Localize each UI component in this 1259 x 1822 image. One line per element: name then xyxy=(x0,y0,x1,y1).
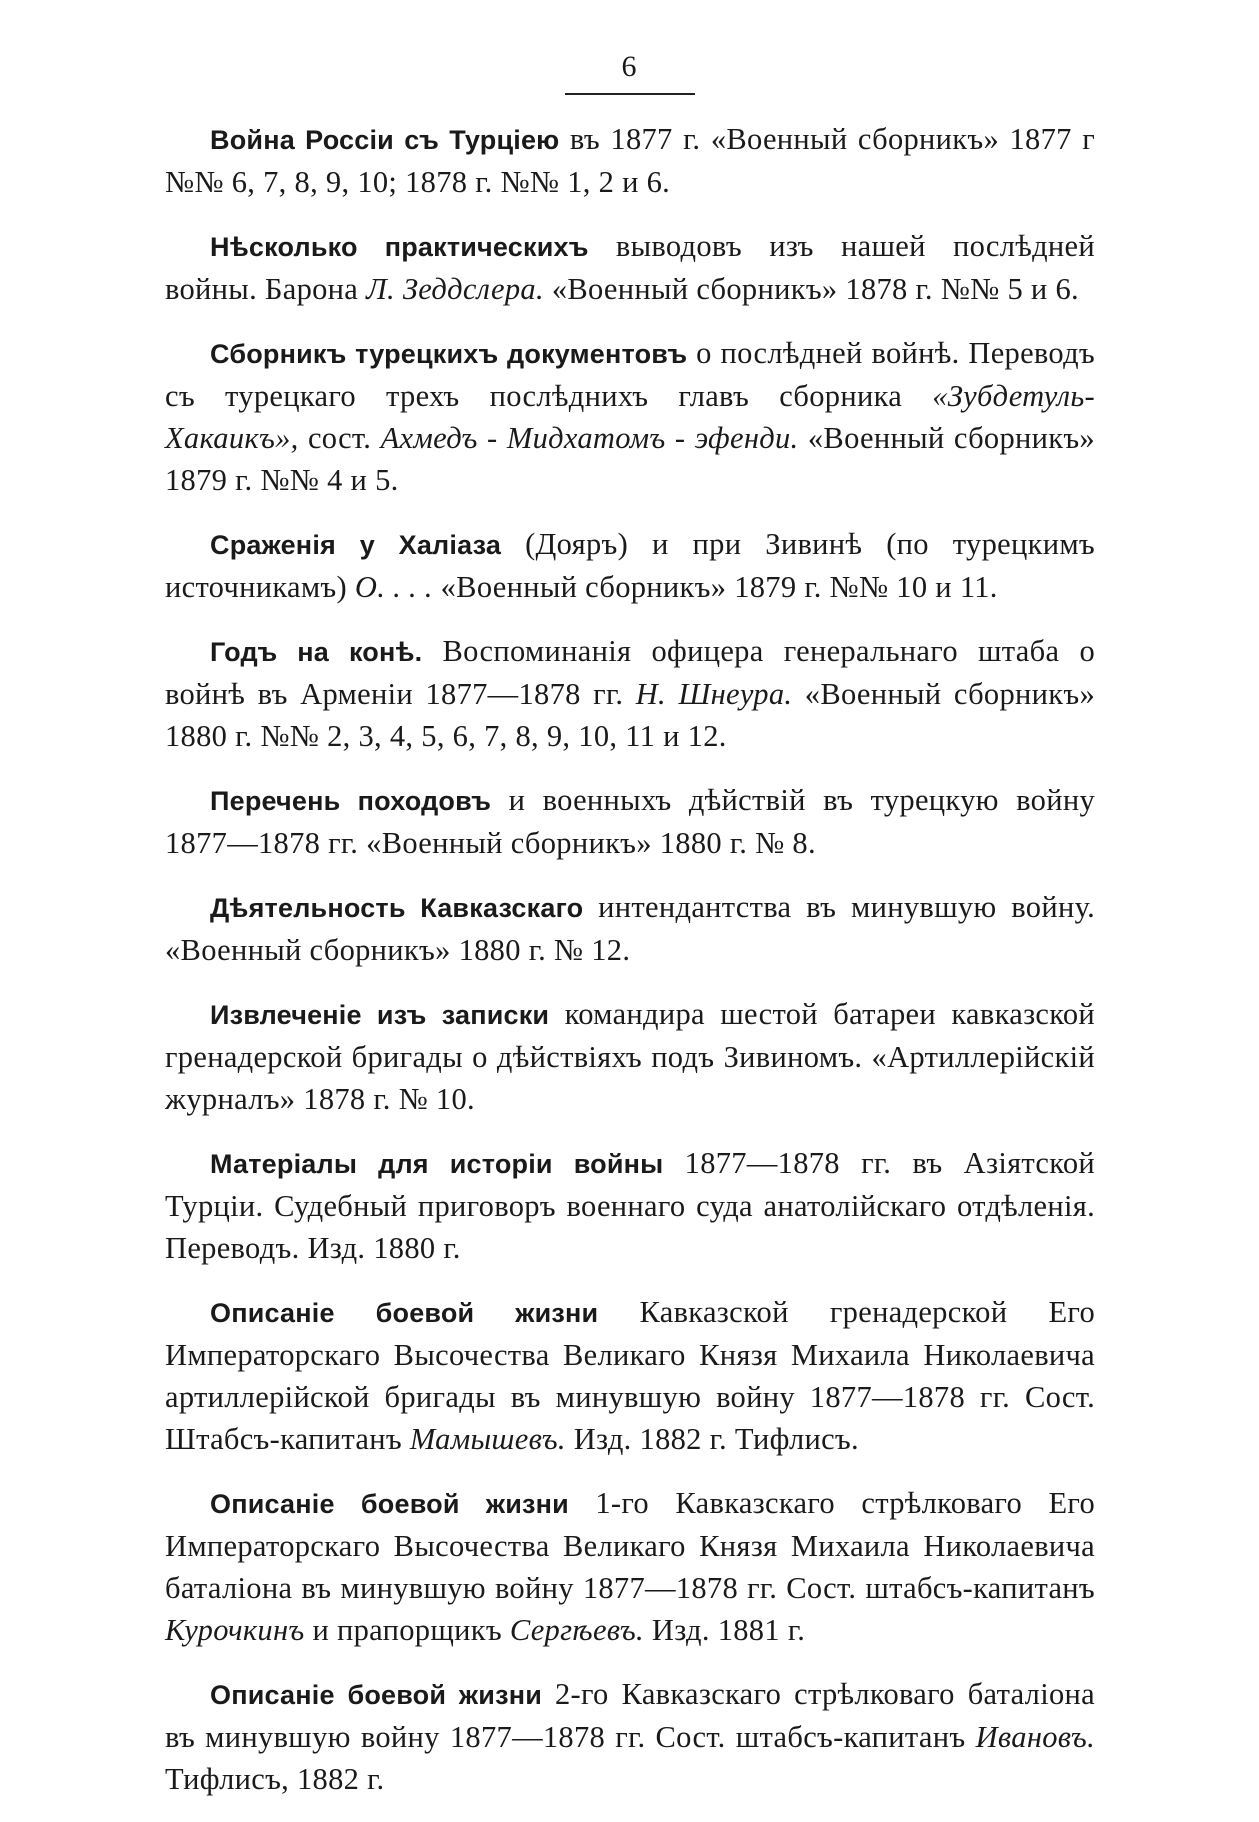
entry-text: 1-го Кавказскаго стрѣлковаго Его Императорскаго Высочества Великаго Князя Михаила Николаевича баталіона въ минувшую войну 1877—1878 гг. Сост. штабсъ-капитанъ xyxy=(165,1486,1095,1605)
entry-text: Изд. 1881 г. xyxy=(643,1613,806,1647)
entry-text: «Военный сборникъ» 1879 г. №№ 10 и 11. xyxy=(432,570,998,604)
entry-text: въ 1877 г. «Военный сборникъ» 1877 г №№ 6, 7, 8, 9, 10; 1878 г. №№ 1, 2 и 6. xyxy=(165,122,1095,199)
entry-title: Извлеченіе изъ записки xyxy=(210,1000,550,1030)
entry-author: Мамышевъ. xyxy=(409,1422,566,1456)
bibliography-entry xyxy=(165,523,1095,608)
bibliography-entry xyxy=(165,886,1095,971)
entry-text: о послѣдней войнѣ. Переводъ съ турецкаго трехъ послѣднихъ главъ сборника xyxy=(165,336,1095,413)
bibliography-entry xyxy=(165,1142,1095,1269)
entry-text: Кавказской гренадерской Его Императорскаго Высочества Великаго Князя Михаила Николаевича артиллерійской бригады въ минувшую войну 1877—1878 гг. Сост. Штабсъ-капитанъ xyxy=(165,1295,1096,1456)
entry-title: Сборникъ турецкихъ документовъ xyxy=(210,339,688,369)
bibliography-entry xyxy=(165,1673,1095,1800)
entry-text: 2-го Кавказскаго стрѣлковаго баталіона въ минувшую войну 1877—1878 гг. Сост. штабсъ-капитанъ xyxy=(165,1677,1095,1754)
bibliography-entry xyxy=(165,225,1095,310)
bibliography-entry xyxy=(165,1291,1095,1460)
bibliography-entry xyxy=(165,118,1095,203)
entry-text: интендантства въ минувшую войну. «Военный сборникъ» 1880 г. № 12. xyxy=(165,890,1096,967)
bibliography-list xyxy=(165,118,1095,1822)
bibliography-entry xyxy=(165,630,1095,757)
entry-title: Описаніе боевой жизни xyxy=(210,1489,569,1519)
entry-text: и военныхъ дѣйствій въ турецкую войну 1877—1878 гг. «Военный сборникъ» 1880 г. № 8. xyxy=(165,783,1096,860)
entry-text: «Военный сборникъ» 1880 г. №№ 2, 3, 4, 5, 6, 7, 8, 9, 10, 11 и 12. xyxy=(165,677,1095,753)
entry-author: Сергѣевъ. xyxy=(509,1613,644,1647)
entry-title: Матеріалы для исторіи войны xyxy=(210,1149,664,1179)
entry-text: «Военный сборникъ» 1879 г. №№ 4 и 5. xyxy=(165,421,1095,497)
entry-title: Сраженія у Халіаза xyxy=(210,530,502,560)
page-number: 6 xyxy=(621,50,638,83)
entry-title: Нѣсколько практическихъ xyxy=(210,232,589,262)
entry-text: Изд. 1882 г. Тифлисъ. xyxy=(565,1422,859,1456)
bibliography-entry xyxy=(165,332,1095,501)
entry-title: Описаніе боевой жизни xyxy=(210,1680,542,1710)
entry-text: Воспоминанія офицера генеральнаго штаба о войнѣ въ Арменіи 1877—1878 гг. xyxy=(165,634,1096,711)
entry-author: О. . . . xyxy=(354,570,433,604)
entry-text: выводовъ изъ нашей послѣдней войны. Барона xyxy=(165,229,1096,306)
entry-text: «Военный сборникъ» 1878 г. №№ 5 и 6. xyxy=(543,272,1079,306)
entry-text: сост. xyxy=(298,421,381,455)
page-number-rule xyxy=(565,93,695,95)
entry-text: (Дояръ) и при Зивинѣ (по турецкимъ источникамъ) xyxy=(165,527,1095,604)
entry-title: Перечень походовъ xyxy=(210,786,492,816)
bibliography-entry xyxy=(165,1482,1095,1651)
entry-text: 1877—1878 гг. въ Азіятской Турціи. Судебный приговоръ военнаго суда анатолійскаго отдѣленія. Переводъ. Изд. 1880 г. xyxy=(165,1146,1096,1265)
entry-title: Дѣятельность Кавказскаго xyxy=(210,893,584,923)
entry-title: Годъ на конѣ. xyxy=(210,637,423,667)
entry-author: Н. Шнеура. xyxy=(635,677,793,711)
entry-text: Тифлисъ, 1882 г. xyxy=(165,1762,385,1796)
entry-title: Война Россіи съ Турціею xyxy=(210,125,560,155)
entry-author: Ахмедъ - Мидхатомъ - эфенди. xyxy=(380,421,799,455)
bibliography-entry xyxy=(165,779,1095,864)
bibliography-entry xyxy=(165,993,1095,1120)
entry-text: командира шестой батареи кавказской гренадерской бригады о дѣйствіяхъ подъ Зивиномъ. «Артиллерійскій журналъ» 1878 г. № 10. xyxy=(165,997,1095,1116)
entry-author: Ивановъ. xyxy=(975,1720,1095,1754)
entry-author: Курочкинъ xyxy=(165,1613,305,1647)
entry-work-title: «Зубдетуль-Хакаикъ», xyxy=(165,379,1095,455)
entry-text: и прапорщикъ xyxy=(304,1613,510,1647)
entry-author: Л. Зеддслера. xyxy=(366,272,544,306)
entry-title: Описаніе боевой жизни xyxy=(210,1298,599,1328)
